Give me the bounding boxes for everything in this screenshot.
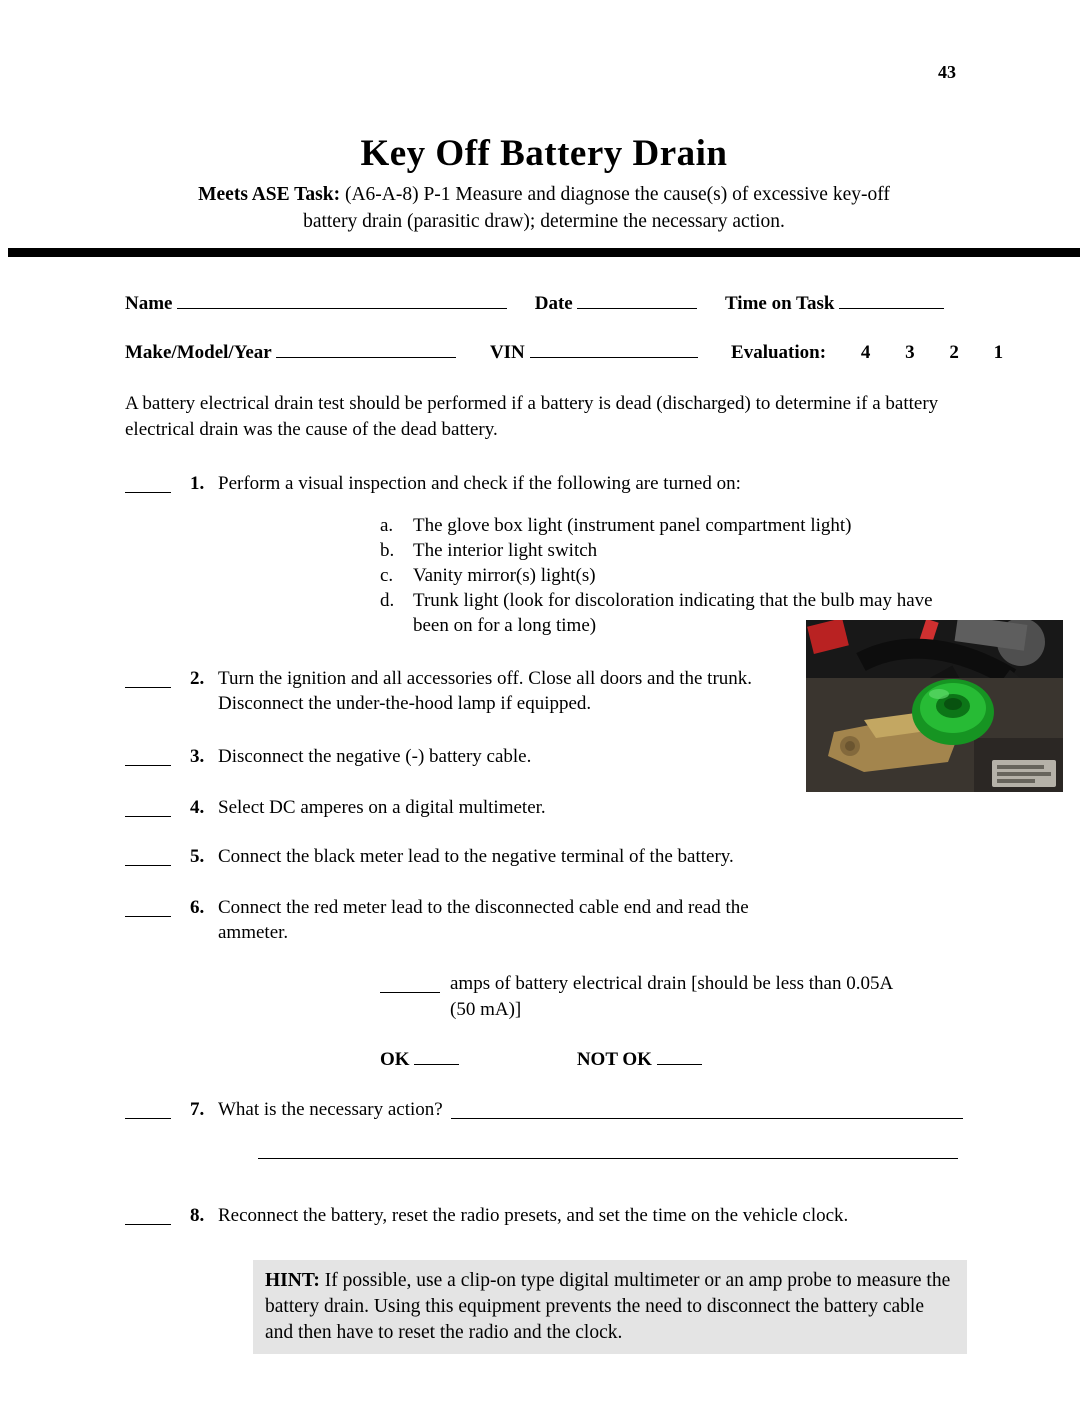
evaluation-1: 1 (993, 342, 1004, 363)
hint-box (253, 1260, 967, 1354)
step-4-text: Select DC amperes on a digital multimeter. (218, 797, 546, 818)
thick-divider (8, 248, 1080, 257)
ok-label: OK (380, 1049, 410, 1070)
evaluation-2: 2 (949, 342, 959, 363)
ase-task-line1 (0, 181, 1088, 208)
step-8-blank (125, 1203, 171, 1225)
step-7-answer-line1 (451, 1097, 963, 1119)
substep-b (380, 538, 963, 563)
make-model-year-blank (276, 342, 456, 358)
name-label: Name (125, 293, 173, 314)
step-1 (125, 471, 963, 496)
ase-task-label: Meets ASE Task: (198, 184, 341, 205)
step-4 (125, 795, 963, 820)
vin-label: VIN (489, 342, 525, 363)
substep-c-letter: c. (380, 565, 394, 586)
page-number: 43 (938, 62, 956, 82)
step-7 (125, 1097, 963, 1122)
step-3-blank (125, 744, 171, 766)
step-7-number: 7. (190, 1099, 205, 1120)
ase-task-line2: battery drain (parasitic draw); determine the necessary action. (303, 211, 785, 232)
hint-label: HINT: (265, 1270, 320, 1291)
evaluation-3: 3 (905, 342, 915, 363)
time-on-task-label: Time on Task (724, 293, 835, 314)
ok-blank (414, 1049, 459, 1065)
substep-c-text: Vanity mirror(s) light(s) (413, 565, 596, 586)
step-7-answer-line2 (258, 1134, 958, 1159)
step-3-number: 3. (190, 746, 205, 767)
evaluation-scale (831, 342, 1003, 363)
substep-b-text: The interior light switch (413, 540, 598, 561)
substep-c (380, 563, 963, 588)
step-5-text: Connect the black meter lead to the negative terminal of the battery. (218, 846, 734, 867)
date-blank (577, 293, 697, 309)
step-2-number: 2. (190, 668, 205, 689)
name-blank (177, 293, 507, 309)
ase-task-text1: (A6-A-8) P-1 Measure and diagnose the cause(s) of excessive key-off (344, 184, 890, 205)
step-6 (125, 895, 963, 945)
make-model-year-label: Make/Model/Year (125, 342, 272, 363)
date-label: Date (534, 293, 573, 314)
substep-a-letter: a. (380, 515, 394, 536)
step-5-blank (125, 844, 171, 866)
amps-text: amps of battery electrical drain [should be less than 0.05A (50 mA)] (450, 973, 893, 1020)
ok-notok-row (380, 1049, 963, 1071)
step-8-text: Reconnect the battery, reset the radio presets, and set the time on the vehicle clock. (218, 1205, 849, 1226)
substep-b-letter: b. (380, 540, 395, 561)
step-1-text: Perform a visual inspection and check if the following are turned on: (218, 473, 741, 494)
intro-paragraph: A battery electrical drain test should be performed if a battery is dead (discharged) to determine if a battery electrical drain was the cause of the dead battery. (125, 393, 939, 440)
amps-blank (380, 971, 440, 993)
step-5-number: 5. (190, 846, 205, 867)
not-ok-label: NOT OK (576, 1049, 652, 1070)
form-row-name (125, 293, 963, 315)
substep-d-letter: d. (380, 590, 395, 611)
substep-a-text: The glove box light (instrument panel compartment light) (413, 515, 852, 536)
step-4-number: 4. (190, 797, 205, 818)
page-title: Key Off Battery Drain (360, 133, 728, 174)
step-7-text: What is the necessary action? (218, 1099, 443, 1120)
step-6-number: 6. (190, 897, 205, 918)
battery-photo-graphic (806, 620, 1063, 792)
step-1-number: 1. (190, 473, 205, 494)
substep-d-text: Trunk light (look for discoloration indicating that the bulb may have been on for a long time) (413, 590, 933, 636)
hint-text: If possible, use a clip-on type digital multimeter or an amp probe to measure the battery drain. Using this equipment prevents the need to disconnect the battery cable and then have to reset the radio and the clock. (265, 1270, 951, 1343)
step-3-text: Disconnect the negative (-) battery cable. (218, 746, 532, 767)
step-2-text: Turn the ignition and all accessories off. Close all doors and the trunk. Disconnect the under-the-hood lamp if equipped. (218, 668, 753, 714)
battery-terminal-photo (806, 620, 1063, 792)
evaluation-4: 4 (860, 342, 871, 363)
step-6-blank (125, 895, 171, 917)
ase-task-block (0, 181, 1088, 235)
vin-blank (530, 342, 698, 358)
step-5 (125, 844, 963, 869)
step-1-blank (125, 471, 171, 493)
form-row-vehicle (125, 342, 1004, 364)
step-2-blank (125, 666, 171, 688)
form-content (125, 293, 1004, 1354)
step-8 (125, 1203, 963, 1228)
substep-a (380, 513, 963, 538)
step-7-blank (125, 1097, 171, 1119)
not-ok-blank (657, 1049, 702, 1065)
step-6-text: Connect the red meter lead to the disconnected cable end and read the ammeter. (218, 897, 749, 943)
amps-reading-row (380, 971, 963, 1023)
time-on-task-blank (839, 293, 944, 309)
step-8-number: 8. (190, 1205, 205, 1226)
evaluation-label: Evaluation: (731, 342, 827, 363)
step-4-blank (125, 795, 171, 817)
